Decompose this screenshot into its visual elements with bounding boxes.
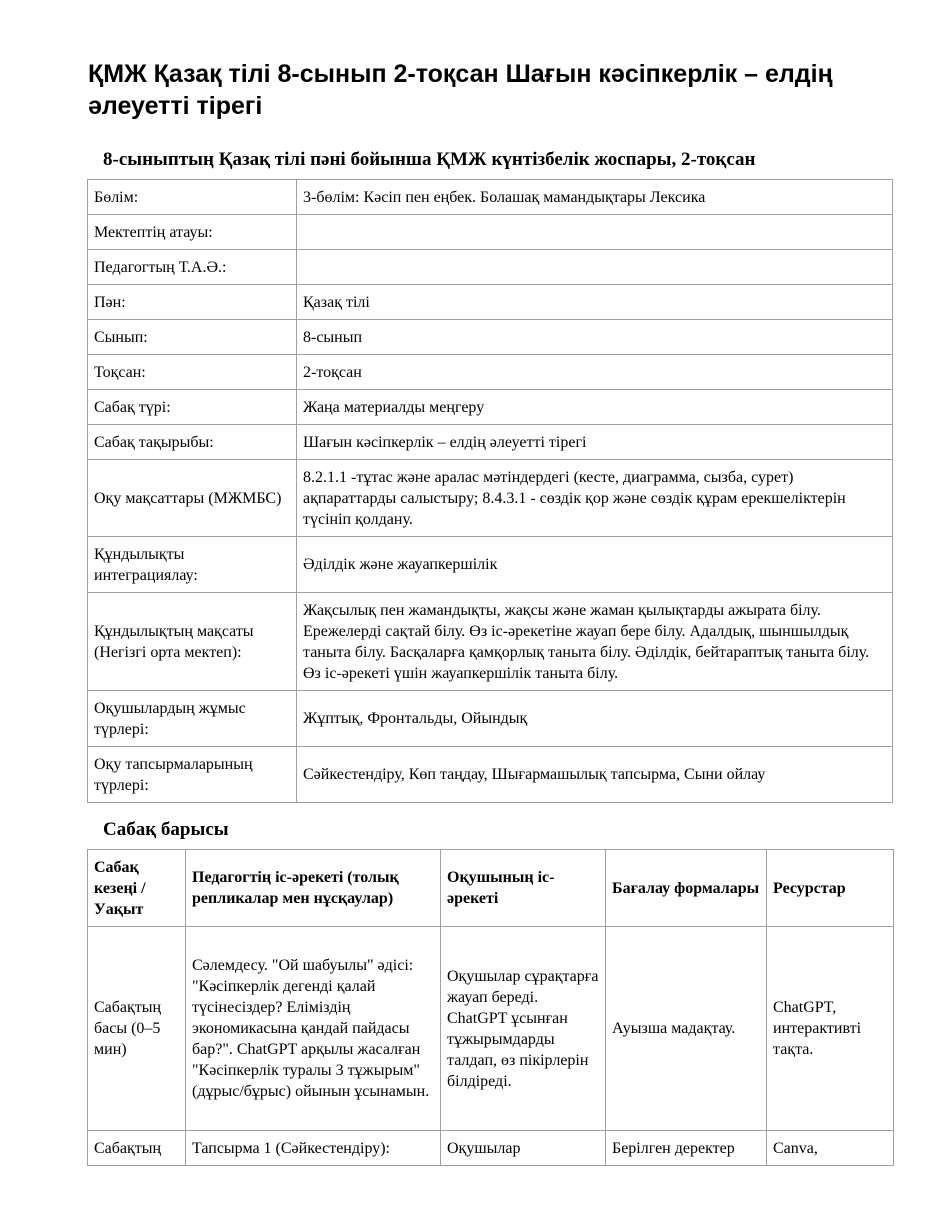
info-label: Мектептің атауы: (88, 215, 297, 250)
info-label: Педагогтың Т.А.Ә.: (88, 250, 297, 285)
info-value: Әділдік және жауапкершілік (297, 537, 893, 593)
info-value: Жаңа материалды меңгеру (297, 390, 893, 425)
info-value (297, 215, 893, 250)
info-label: Бөлім: (88, 180, 297, 215)
info-label: Оқушылардың жұмыс түрлері: (88, 691, 297, 747)
lesson-cell: Сабақтың (88, 1131, 186, 1166)
lesson-cell: Canva, (767, 1131, 894, 1166)
table-row (88, 320, 893, 355)
table-row (88, 390, 893, 425)
lesson-cell: Тапсырма 1 (Сәйкестендіру): (186, 1131, 441, 1166)
info-value: Жақсылық пен жамандықты, жақсы және жаман қылықтарды ажырата білу. Ережелерді сақтай білу. Өз іс-әрекетіне жауап бере білу. Адалдық, шыншылдық таныта білу. Басқаларға қамқорлық таныта білу. Әділдік, бейтараптық таныта білу. Өз іс-әрекеті үшін жауапкершілік таныта білу. (297, 593, 893, 691)
info-table (87, 179, 893, 803)
table-row (88, 691, 893, 747)
info-label: Пән: (88, 285, 297, 320)
table-row (88, 250, 893, 285)
lesson-cell: Оқушылар сұрақтарға жауап береді. ChatGPT ұсынған тұжырымдарды талдап, өз пікірлерін білдіреді. (441, 927, 606, 1131)
table-row (88, 460, 893, 537)
info-label: Сабақ түрі: (88, 390, 297, 425)
page-title: ҚМЖ Қазақ тілі 8-сынып 2-тоқсан Шағын кәсіпкерлік – елдің әлеуетті тірегі (88, 60, 833, 120)
column-header-assessment: Бағалау формалары (606, 850, 767, 927)
info-value: Шағын кәсіпкерлік – елдің әлеуетті тірегі (297, 425, 893, 460)
info-value (297, 250, 893, 285)
column-header-teacher-action: Педагогтің іс-әрекеті (толық репликалар мен нұсқаулар) (186, 850, 441, 927)
table-header-row (88, 850, 894, 927)
info-label: Сабақ тақырыбы: (88, 425, 297, 460)
column-header-stage: Сабақ кезеңі / Уақыт (88, 850, 186, 927)
table-row (88, 180, 893, 215)
table-row (88, 593, 893, 691)
column-header-student-action: Оқушының іс-әрекеті (441, 850, 606, 927)
table-row (88, 927, 894, 1131)
info-value: 3-бөлім: Кәсіп пен еңбек. Болашақ мамандықтары Лексика (297, 180, 893, 215)
info-value: 2-тоқсан (297, 355, 893, 390)
info-value: Сәйкестендіру, Көп таңдау, Шығармашылық тапсырма, Сыни ойлау (297, 747, 893, 803)
info-label: Құндылықтың мақсаты (Негізгі орта мектеп): (88, 593, 297, 691)
table-row (88, 425, 893, 460)
table-row (88, 747, 893, 803)
column-header-resources: Ресурстар (767, 850, 894, 927)
lesson-cell: Оқушылар (441, 1131, 606, 1166)
table-row (88, 537, 893, 593)
info-label: Құндылықты интеграциялау: (88, 537, 297, 593)
info-label: Сынып: (88, 320, 297, 355)
info-value: Жұптық, Фронтальды, Ойындық (297, 691, 893, 747)
lesson-cell: ChatGPT, интерактивті тақта. (767, 927, 894, 1131)
table-row (88, 285, 893, 320)
table-row (88, 355, 893, 390)
info-label: Оқу мақсаттары (МЖМБС) (88, 460, 297, 537)
lesson-cell: Сәлемдесу. "Ой шабуылы" әдісі: "Кәсіпкерлік дегенді қалай түсінесіздер? Еліміздің экономикасына қандай пайдасы бар?". ChatGPT арқылы жасалған "Кәсіпкерлік туралы 3 тұжырым" (дұрыс/бұрыс) ойынын ұсынамын. (186, 927, 441, 1131)
info-label: Оқу тапсырмаларының түрлері: (88, 747, 297, 803)
info-value: 8-сынып (297, 320, 893, 355)
lesson-table (87, 849, 894, 1166)
lesson-heading: Сабақ барысы (103, 819, 229, 840)
info-label: Тоқсан: (88, 355, 297, 390)
lesson-cell: Берілген деректер (606, 1131, 767, 1166)
plan-heading: 8-сыныптың Қазақ тілі пәні бойынша ҚМЖ күнтізбелік жоспары, 2-тоқсан (103, 149, 756, 170)
info-value: 8.2.1.1 -тұтас және аралас мәтіндердегі (кесте, диаграмма, сызба, сурет) ақпараттарды салыстыру; 8.4.3.1 - сөздік қор және сөздік құрам ерекшеліктерін түсініп қолдану. (297, 460, 893, 537)
info-value: Қазақ тілі (297, 285, 893, 320)
table-row (88, 1131, 894, 1166)
lesson-cell: Сабақтың басы (0–5 мин) (88, 927, 186, 1131)
lesson-cell: Ауызша мадақтау. (606, 927, 767, 1131)
table-row (88, 215, 893, 250)
